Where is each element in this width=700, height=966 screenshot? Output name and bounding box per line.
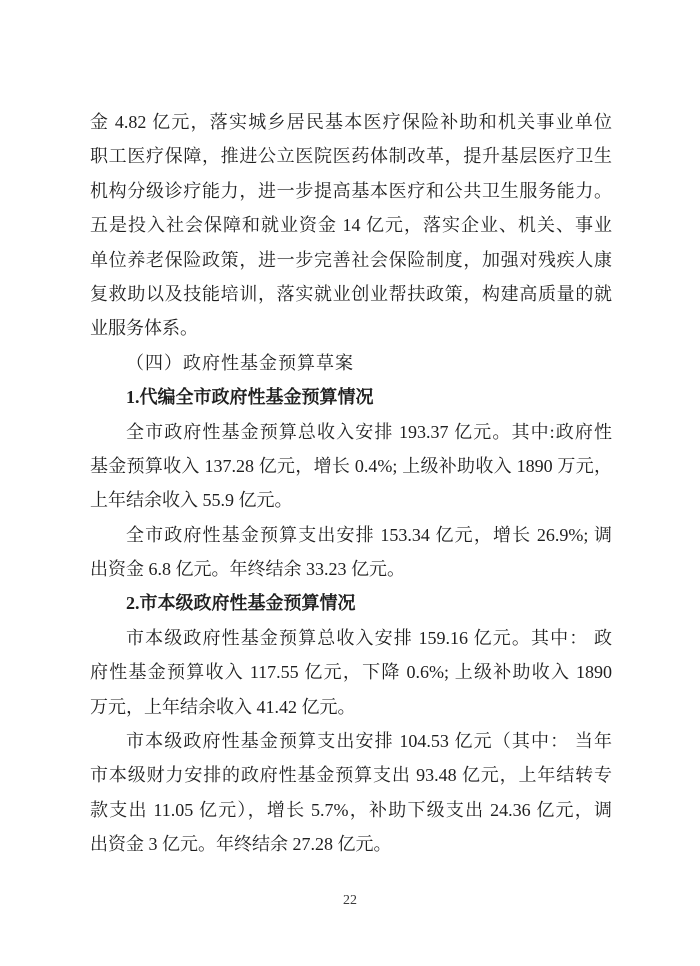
document-body — [90, 105, 612, 862]
text-line: 全市政府性基金预算总收入安排 193.37 亿元。其中:政府性 — [126, 421, 612, 442]
text-line: 职工医疗保障，推进公立医院医药体制改革，提升基层医疗卫生 — [90, 146, 612, 167]
subsection-heading-citywide-fund-budget: 1.代编全市政府性基金预算情况 — [126, 387, 374, 408]
text-line: 机构分级诊疗能力，进一步提高基本医疗和公共卫生服务能力。 — [90, 180, 612, 201]
text-line: 款支出 11.05 亿元），增长 5.7%，补助下级支出 24.36 亿元，调 — [90, 799, 612, 820]
text-line: 万元，上年结余收入 41.42 亿元。 — [90, 696, 356, 717]
section-heading-gov-fund-budget-draft: （四）政府性基金预算草案 — [126, 352, 354, 373]
page-number: 22 — [343, 893, 357, 908]
text-line: 业服务体系。 — [90, 318, 198, 339]
subsection-heading-municipal-fund-budget: 2.市本级政府性基金预算情况 — [126, 593, 356, 614]
text-line: 全市政府性基金预算支出安排 153.34 亿元，增长 26.9%; 调 — [126, 524, 612, 545]
text-line: 基金预算收入 137.28 亿元，增长 0.4%; 上级补助收入 1890 万元， — [90, 455, 612, 476]
text-line: 单位养老保险政策，进一步完善社会保险制度，加强对残疾人康 — [90, 249, 612, 270]
text-line: 出资金 6.8 亿元。年终结余 33.23 亿元。 — [90, 559, 405, 580]
text-line: 市本级政府性基金预算总收入安排 159.16 亿元。其中： 政 — [126, 627, 612, 648]
text-line: 市本级政府性基金预算支出安排 104.53 亿元（其中： 当年 — [126, 731, 612, 752]
text-line: 复救助以及技能培训，落实就业创业帮扶政策，构建高质量的就 — [90, 283, 612, 304]
text-line: 上年结余收入 55.9 亿元。 — [90, 490, 293, 511]
text-line: 金 4.82 亿元，落实城乡居民基本医疗保险补助和机关事业单位 — [90, 112, 612, 132]
text-line: 市本级财力安排的政府性基金预算支出 93.48 亿元，上年结转专 — [90, 765, 612, 786]
text-line: 出资金 3 亿元。年终结余 27.28 亿元。 — [90, 834, 392, 855]
text-line: 五是投入社会保障和就业资金 14 亿元，落实企业、机关、事业 — [90, 215, 612, 236]
text-line: 府性基金预算收入 117.55 亿元，下降 0.6%; 上级补助收入 1890 — [90, 662, 612, 683]
